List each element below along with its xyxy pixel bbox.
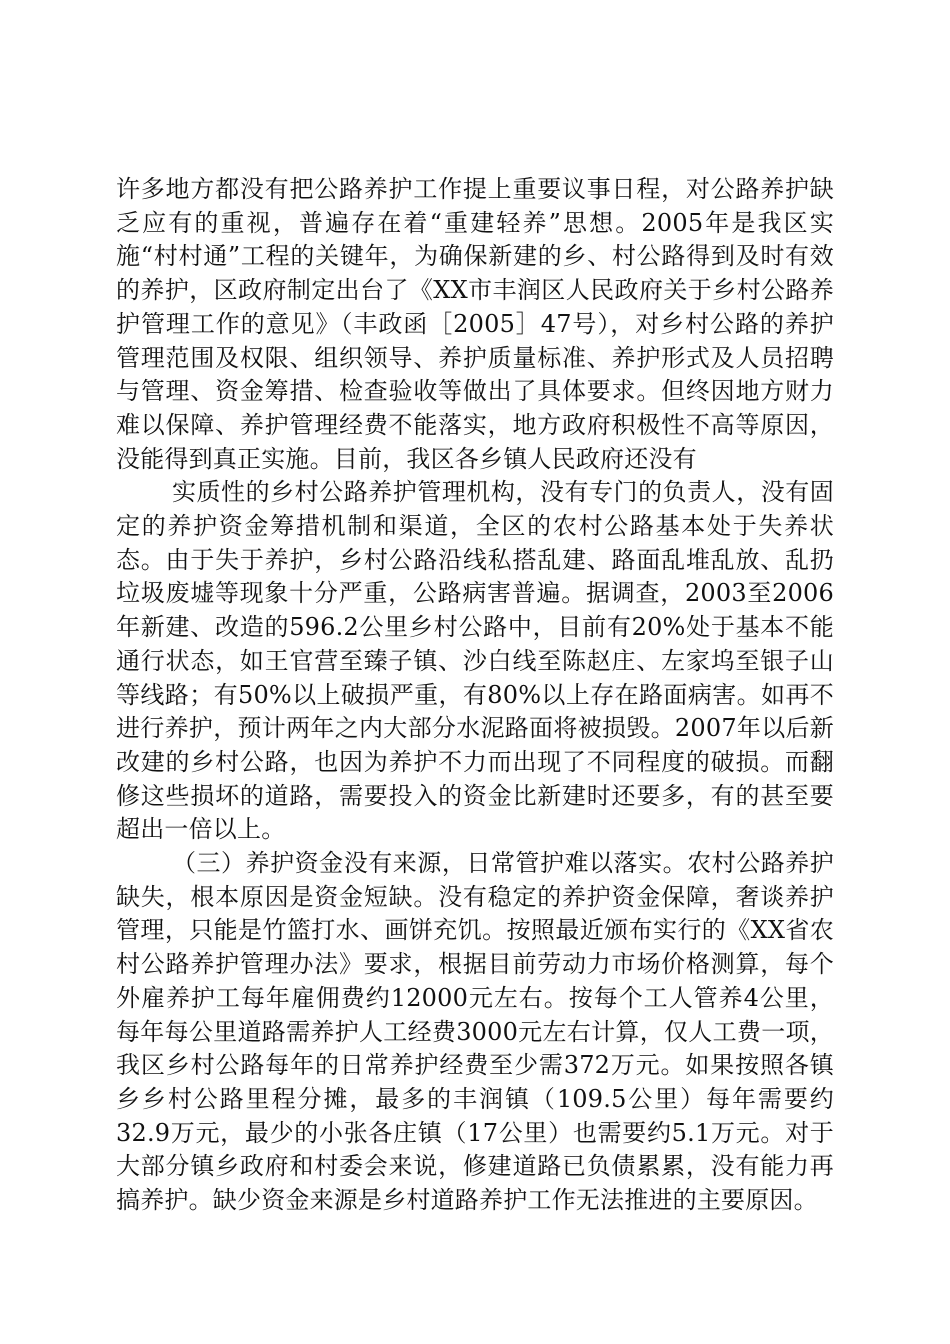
paragraph-3: （三）养护资金没有来源，日常管护难以落实。农村公路养护缺失，根本原因是资金短缺。没有稳定的养护资金保障，奢谈养护管理，只能是竹篮打水、画饼充饥。按照最近颁布实行的《XX省农村公路养护管理办法》要求，根据目前劳动力市场价格测算，每个外雇养护工每年雇佣费约12000元左右。按每个工人管养4公里，每年每公里道路需养护人工经费3000元左右计算，仅人工费一项，我区乡村公路每年的日常养护经费至少需372万元。如果按照各镇乡乡村公路里程分摊，最多的丰润镇（109.5公里）每年需要约32.9万元，最少的小张各庄镇（17公里）也需要约5.1万元。对于大部分镇乡政府和村委会来说，修建道路已负债累累，没有能力再搞养护。缺少资金来源是乡村道路养护工作无法推进的主要原因。 [116,849,834,1215]
document-body [116,173,834,1218]
paragraph-2: 实质性的乡村公路养护管理机构，没有专门的负责人，没有固定的养护资金筹措机制和渠道，全区的农村公路基本处于失养状态。由于失于养护，乡村公路沿线私搭乱建、路面乱堆乱放、乱扔垃圾废墟等现象十分严重，公路病害普遍。据调查，2003至2006年新建、改造的596.2公里乡村公路中，目前有20%处于基本不能通行状态，如王官营至臻子镇、沙白线至陈赵庄、左家坞至银子山等线路；有50%以上破损严重，有80%以上存在路面病害。如再不进行养护，预计两年之内大部分水泥路面将被损毁。2007年以后新改建的乡村公路，也因为养护不力而出现了不同程度的破损。而翻修这些损坏的道路，需要投入的资金比新建时还要多，有的甚至要超出一倍以上。 [116,478,834,844]
paragraph-1: 许多地方都没有把公路养护工作提上重要议事日程，对公路养护缺乏应有的重视，普遍存在着“重建轻养”思想。2005年是我区实施“村村通”工程的关键年，为确保新建的乡、村公路得到及时有效的养护，区政府制定出台了《XX市丰润区人民政府关于乡村公路养护管理工作的意见》（丰政函［2005］47号），对乡村公路的养护管理范围及权限、组织领导、养护质量标准、养护形式及人员招聘与管理、资金筹措、检查验收等做出了具体要求。但终因地方财力难以保障、养护管理经费不能落实，地方政府积极性不高等原因，没能得到真正实施。目前，我区各乡镇人民政府还没有 [116,175,834,473]
